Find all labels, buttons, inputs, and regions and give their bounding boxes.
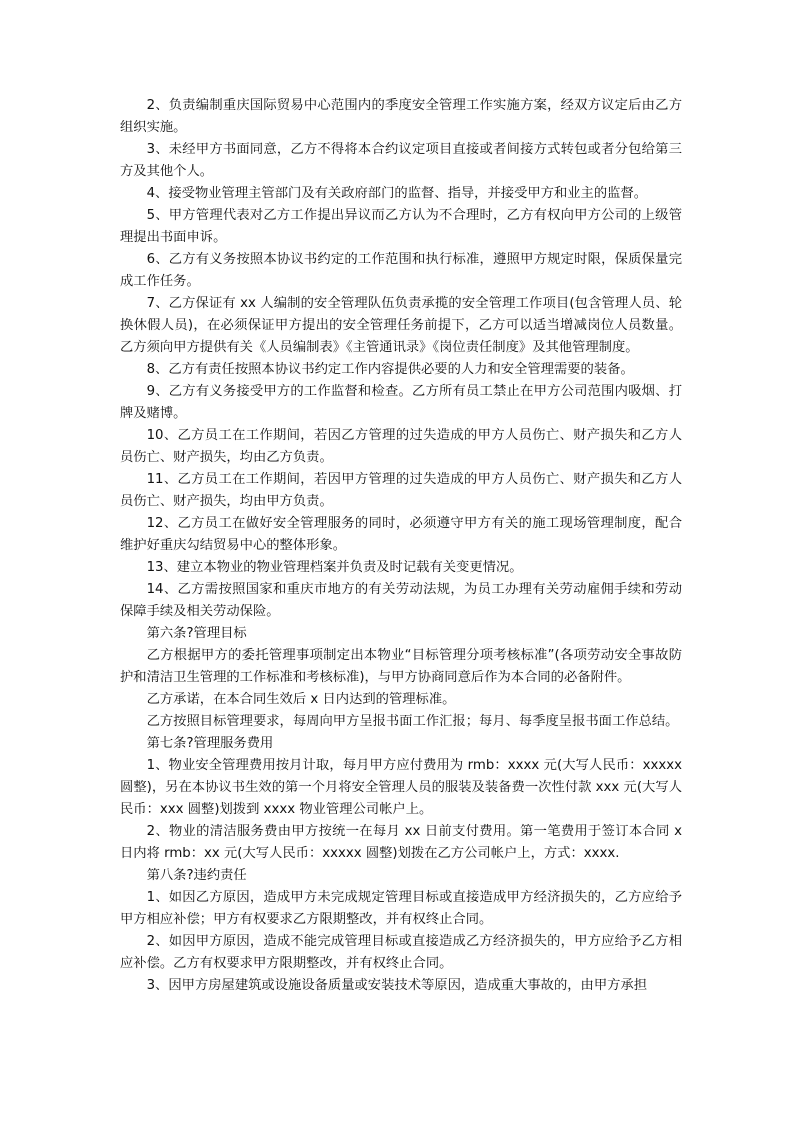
paragraph-clause-2: 2、负责编制重庆国际贸易中心范围内的季度安全管理工作实施方案，经双方议定后由乙方组织实施。 [120, 98, 682, 135]
paragraph-liability-2: 2、如因甲方原因，造成不能完成管理目标或直接造成乙方经济损失的，甲方应给予乙方相应补偿。乙方有权要求甲方限期整改，并有权终止合同。 [120, 934, 682, 971]
paragraph-management-goal: 乙方根据甲方的委托管理事项制定出本物业“目标管理分项考核标准”(各项劳动安全事故防护和清洁卫生管理的工作标准和考核标准)，与甲方协商同意后作为本合同的必备附件。 [120, 648, 682, 685]
paragraph-clause-12: 12、乙方员工在做好安全管理服务的同时，必须遵守甲方有关的施工现场管理制度，配合维护好重庆勾结贸易中心的整体形象。 [120, 516, 682, 553]
paragraph-clause-7: 7、乙方保证有 xx 人编制的安全管理队伍负责承揽的安全管理工作项目(包含管理人员、轮换休假人员)，在必须保证甲方提出的安全管理任务前提下，乙方可以适当增减岗位人员数量。乙方须向甲方提供有关《人员编制表》《主管通讯录》《岗位责任制度》及其他管理制度。 [120, 296, 682, 355]
paragraph-clause-13: 13、建立本物业的物业管理档案并负责及时记载有关变更情况。 [146, 560, 523, 575]
paragraph-clause-3: 3、未经甲方书面同意，乙方不得将本合约议定项目直接或者间接方式转包或者分包给第三方及其他个人。 [120, 142, 682, 179]
paragraph-liability-3: 3、因甲方房屋建筑或设施设备质量或安装技术等原因，造成重大事故的，由甲方承担 [146, 978, 648, 993]
paragraph-liability-1: 1、如因乙方原因，造成甲方未完成规定管理目标或直接造成甲方经济损失的，乙方应给予甲方相应补偿；甲方有权要求乙方限期整改，并有权终止合同。 [120, 890, 682, 927]
paragraph-clause-6: 6、乙方有义务按照本协议书约定的工作范围和执行标准，遵照甲方规定时限，保质保量完成工作任务。 [120, 252, 682, 289]
section-heading-article-6: 第六条?管理目标 [146, 626, 247, 641]
paragraph-clause-9: 9、乙方有义务接受甲方的工作监督和检查。乙方所有员工禁止在甲方公司范围内吸烟、打牌及赌博。 [120, 384, 682, 421]
paragraph-fee-2: 2、物业的清洁服务费由甲方按统一在每月 xx 日前支付费用。第一笔费用于签订本合同 x 日内将 rmb：xx 元(大写人民币：xxxxx 圆整)划拨在乙方公司帐户上，方式：xxxx. [120, 824, 682, 861]
paragraph-clause-4: 4、接受物业管理主管部门及有关政府部门的监督、指导，并接受甲方和业主的监督。 [146, 186, 648, 201]
section-heading-article-8: 第八条?违约责任 [146, 868, 247, 883]
paragraph-clause-14: 14、乙方需按照国家和重庆市地方的有关劳动法规，为员工办理有关劳动雇佣手续和劳动保障手续及相关劳动保险。 [120, 582, 682, 619]
paragraph-clause-8: 8、乙方有责任按照本协议书约定工作内容提供必要的人力和安全管理需要的装备。 [146, 362, 634, 377]
section-heading-article-7: 第七条?管理服务费用 [146, 736, 274, 751]
paragraph-clause-5: 5、甲方管理代表对乙方工作提出异议而乙方认为不合理时，乙方有权向甲方公司的上级管理提出书面申诉。 [120, 208, 682, 245]
paragraph-clause-11: 11、乙方员工在工作期间，若因甲方管理的过失造成的甲方人员伤亡、财产损失和乙方人员伤亡、财产损失，均由甲方负责。 [120, 472, 682, 509]
paragraph-promise: 乙方承诺，在本合同生效后 x 日内达到的管理标准。 [146, 692, 456, 707]
paragraph-clause-10: 10、乙方员工在工作期间，若因乙方管理的过失造成的甲方人员伤亡、财产损失和乙方人员伤亡、财产损失，均由乙方负责。 [120, 428, 682, 465]
document-page [120, 95, 682, 997]
paragraph-fee-1: 1、物业安全管理费用按月计取，每月甲方应付费用为 rmb：xxxx 元(大写人民币：xxxxx 圆整)，另在本协议书生效的第一个月将安全管理人员的服装及装备费一次性付款 xxx 元(大写人民币：xxx 圆整)划拨到 xxxx 物业管理公司帐户上。 [120, 758, 682, 817]
paragraph-reporting: 乙方按照目标管理要求，每周向甲方呈报书面工作汇报；每月、每季度呈报书面工作总结。 [146, 714, 679, 729]
